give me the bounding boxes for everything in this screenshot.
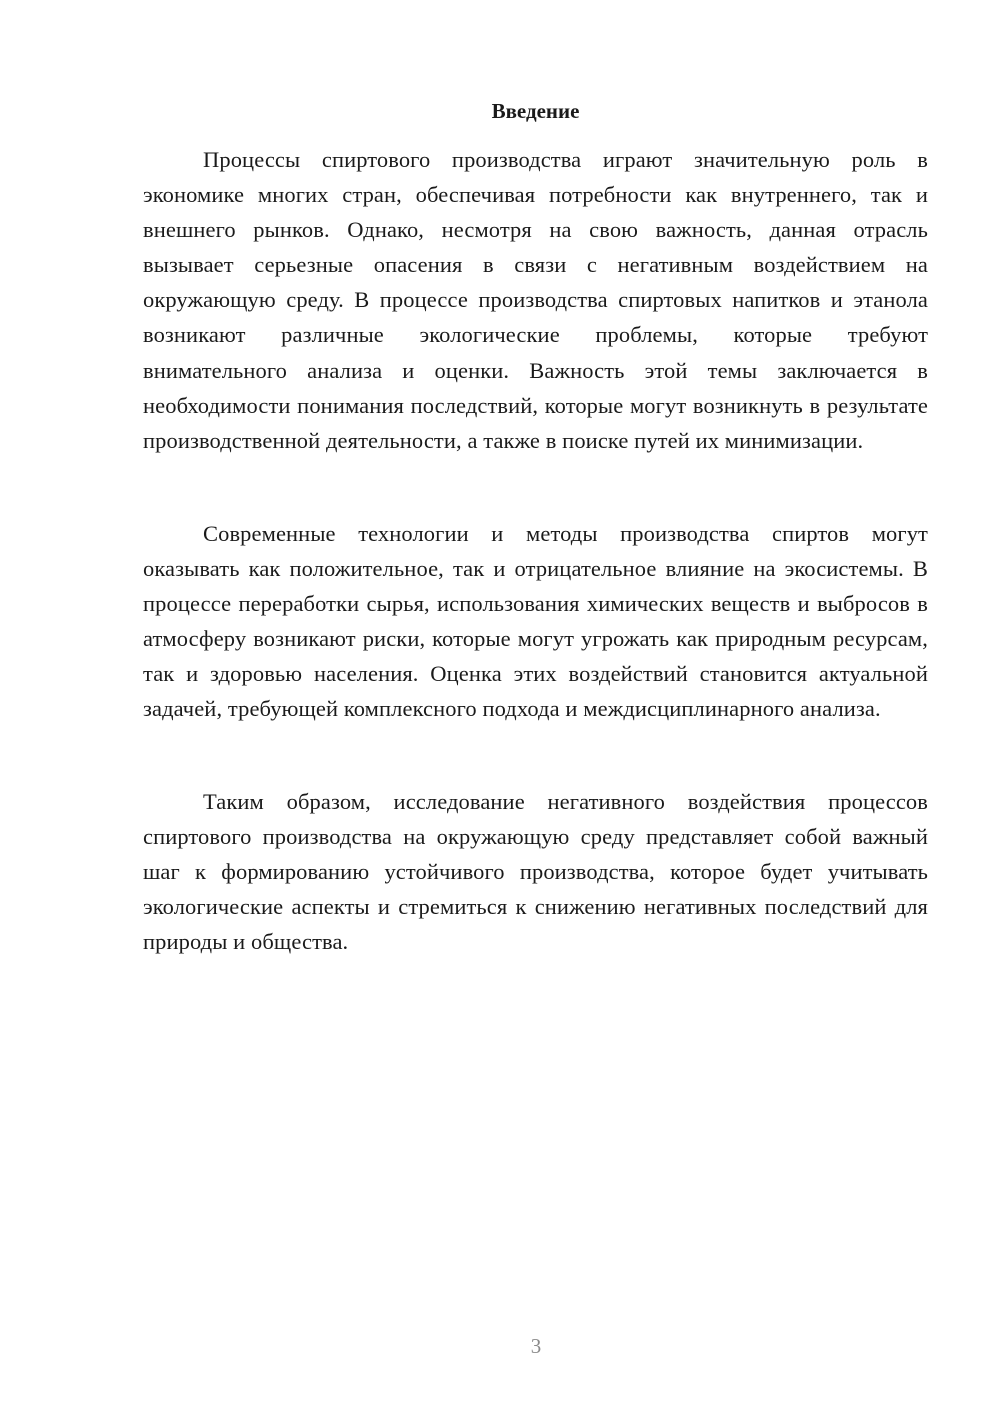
section-heading: Введение — [491, 99, 580, 123]
paragraph-2: Современные технологии и методы производства спиртов могут оказывать как положительное, так и отрицательное влияние на экосистемы. В процессе переработки сырья, использования химических веществ и выбросов в атмосферу возникают риски, которые могут угрожать как природным ресурсам, так и здоровью населения. Оценка этих воздействий становится актуальной задачей, требующей комплексного подхода и междисциплинарного анализа. — [143, 521, 928, 722]
page-number: 3 — [530, 1334, 542, 1358]
paragraph-1: Процессы спиртового производства играют значительную роль в экономике многих стран, обеспечивая потребности как внутреннего, так и внешнего рынков. Однако, несмотря на свою важность, данная отрасль вызывает серьезные опасения в связи с негативным воздействием на окружающую среду. В процессе производства спиртовых напитков и этанола возникают различные экологические проблемы, которые требуют внимательного анализа и оценки. Важность этой темы заключается в необходимости понимания последствий, которые могут возникнуть в результате производственной деятельности, а также в поиске путей их минимизации. — [143, 147, 928, 453]
paragraph-3: Таким образом, исследование негативного воздействия процессов спиртового производства на окружающую среду представляет собой важный шаг к формированию устойчивого производства, которое будет учитывать экологические аспекты и стремиться к снижению негативных последствий для природы и общества. — [143, 789, 928, 955]
